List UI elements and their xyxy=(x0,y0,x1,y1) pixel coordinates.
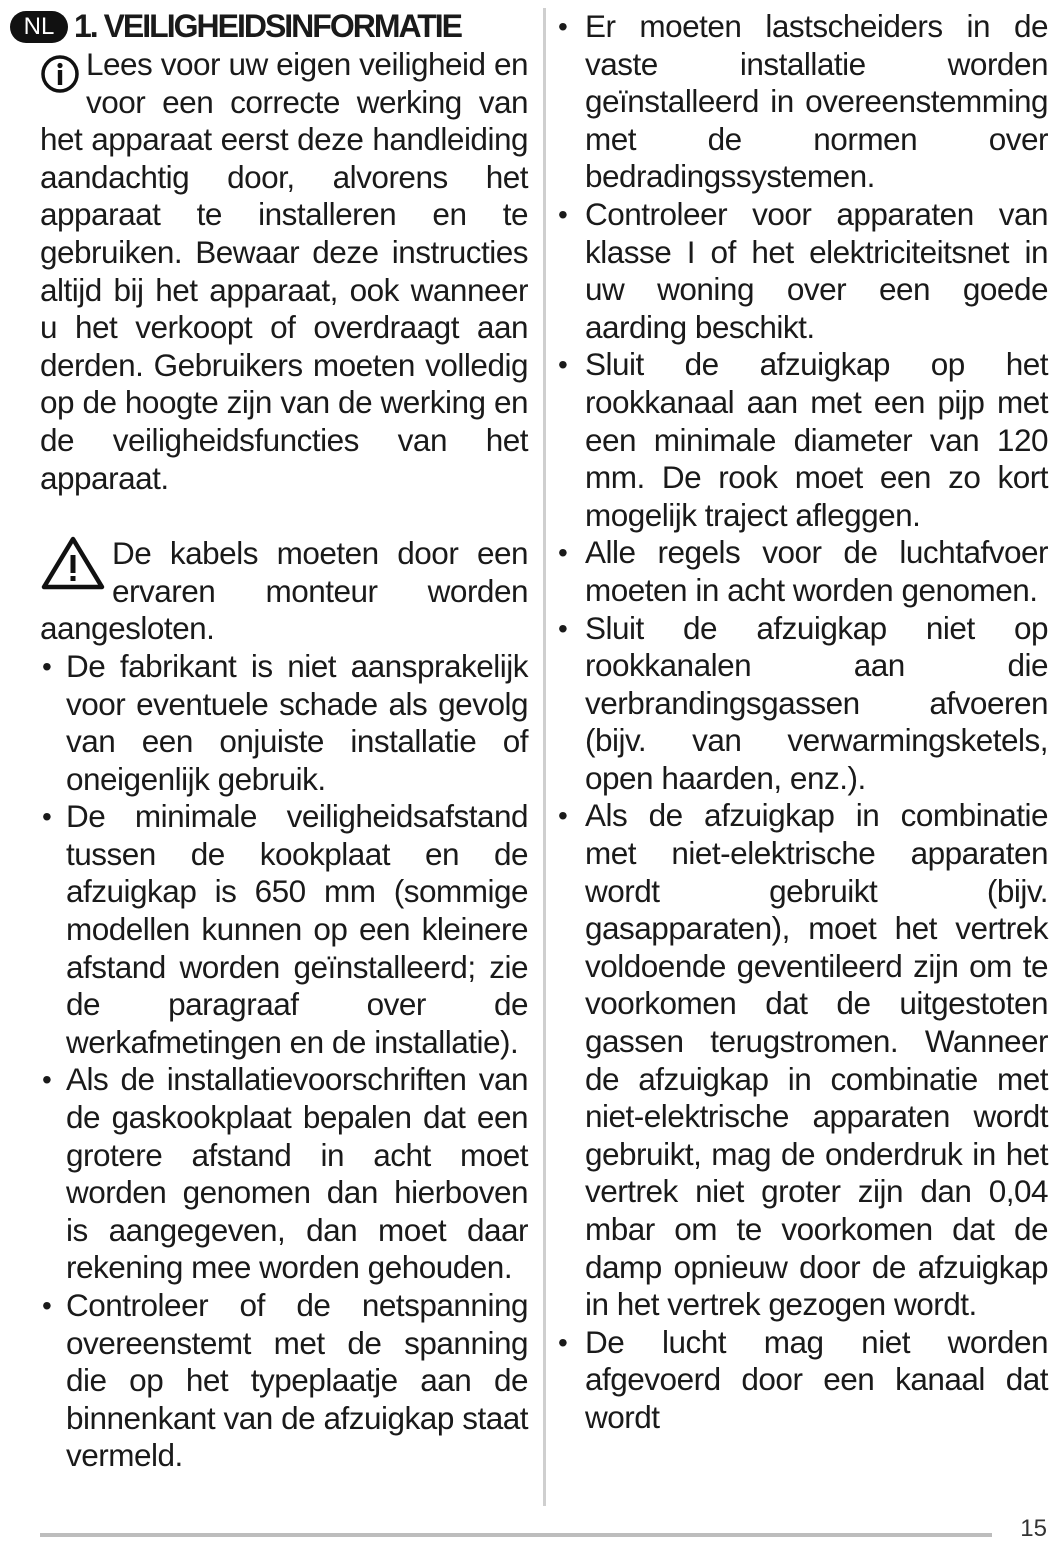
list-item: • De fabrikant is niet aansprakelijk voor eventuele schade als gevolg van een onjuiste installatie of oneigenlijk gebruik. xyxy=(40,648,528,798)
right-column xyxy=(556,8,1048,1437)
list-item: • De minimale veiligheidsafstand tussen de kookplaat en de afzuigkap is 650 mm (sommige modellen kunnen op een kleinere afstand worden geïnstalleerd; zie de paragraaf over de werkafmetingen en de installatie). xyxy=(40,798,528,1061)
column-divider xyxy=(543,8,546,1506)
warning-note xyxy=(40,535,528,648)
list-item: • Er moeten lastscheiders in de vaste installatie worden geïnstalleerd in overeenstemming met de normen over bedradingssystemen. xyxy=(556,8,1048,196)
list-item: • Controleer of de netspanning overeenstemt met de spanning die op het typeplaatje aan de binnenkant van de afzuigkap staat vermeld. xyxy=(40,1287,528,1475)
list-item: • De lucht mag niet worden afgevoerd door een kanaal dat wordt xyxy=(556,1324,1048,1437)
page-number: 15 xyxy=(1020,1515,1047,1542)
footer-rule xyxy=(40,1533,992,1537)
list-item: • Controleer voor apparaten van klasse I of het elektriciteitsnet in uw woning over een goede aarding beschikt. xyxy=(556,196,1048,346)
list-item: • Als de installatievoorschriften van de gaskookplaat bepalen dat een grotere afstand in acht moet worden genomen dan hierboven is aangegeven, dan moet daar rekening mee worden gehouden. xyxy=(40,1061,528,1287)
section-header xyxy=(10,8,528,46)
right-bullet-list xyxy=(556,8,1048,1437)
warning-triangle-icon xyxy=(40,535,106,600)
intro-paragraph xyxy=(40,46,528,497)
info-circle-icon xyxy=(40,54,80,94)
warning-text: De kabels moeten door een ervaren monteur worden aangesloten. xyxy=(40,535,528,647)
section-heading: 1. VEILIGHEIDSINFORMATIE xyxy=(74,8,461,45)
list-item: • Sluit de afzuigkap op het rookkanaal aan met een pijp met een minimale diameter van 120 mm. De rook moet een zo kort mogelijk traject afleggen. xyxy=(556,346,1048,534)
list-item: • Alle regels voor de luchtafvoer moeten in acht worden genomen. xyxy=(556,534,1048,609)
list-item: • Sluit de afzuigkap niet op rookkanalen aan die verbrandingsgassen afvoeren (bijv. van verwarmingsketels, open haarden, enz.). xyxy=(556,610,1048,798)
left-bullet-list xyxy=(40,648,528,1475)
intro-text: Lees voor uw eigen veiligheid en voor een correcte werking van het apparaat eerst deze handleiding aandachtig door, alvorens het apparaat te installeren en te gebruiken. Bewaar deze instructies altijd bij het apparaat, ook wanneer u het verkoopt of overdraagt aan derden. Gebruikers moeten volledig op de hoogte zijn van de werking en de veiligheidsfuncties van het apparaat. xyxy=(40,46,528,496)
list-item: • Als de afzuigkap in combinatie met niet-elektrische apparaten wordt gebruikt (bijv. gasapparaten), moet het vertrek voldoende geventileerd zijn om te voorkomen dat de uitgestoten gassen terugstromen. Wanneer de afzuigkap in combinatie met niet-elektrische apparaten wordt gebruikt, mag de onderdruk in het vertrek niet groter zijn dan 0,04 mbar om te voorkomen dat de damp opnieuw door de afzuigkap in het vertrek gezogen wordt. xyxy=(556,797,1048,1323)
left-column xyxy=(23,8,528,1475)
language-badge: NL xyxy=(10,11,68,43)
